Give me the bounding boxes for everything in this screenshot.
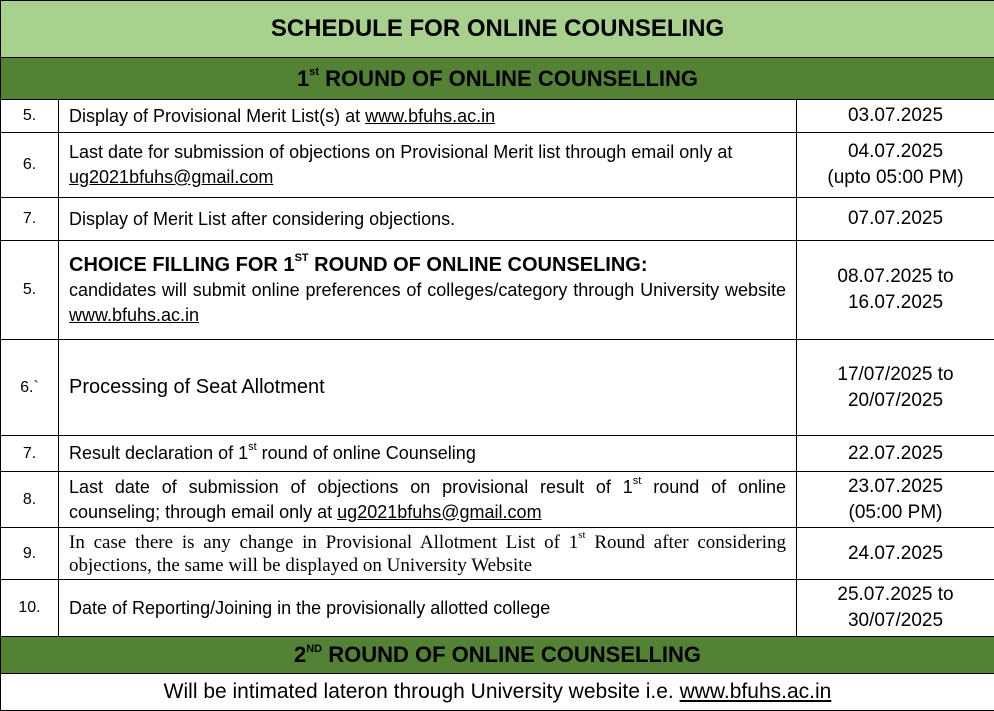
row-number: 5. bbox=[1, 100, 59, 133]
row-description: Last date for submission of objections on Provisional Merit list through email only at ug2021bfuhs@gmail.com bbox=[59, 133, 797, 198]
website-link[interactable]: www.bfuhs.ac.in bbox=[69, 304, 200, 325]
footer-note: Will be intimated lateron through University website i.e. www.bfuhs.ac.in bbox=[1, 674, 994, 711]
row-number: 6.` bbox=[1, 340, 59, 436]
row-date: 03.07.2025 bbox=[797, 100, 994, 133]
row-date: 24.07.2025 bbox=[797, 528, 994, 580]
round2-header-row bbox=[1, 637, 994, 674]
row-date: 07.07.2025 bbox=[797, 198, 994, 241]
row-number: 8. bbox=[1, 472, 59, 528]
footer-row bbox=[1, 674, 994, 711]
row-description: Processing of Seat Allotment bbox=[59, 340, 797, 436]
website-link[interactable]: www.bfuhs.ac.in bbox=[679, 680, 832, 703]
title-row bbox=[1, 1, 994, 58]
row-description: Result declaration of 1st round of online Counseling bbox=[59, 436, 797, 472]
table-row bbox=[1, 241, 994, 340]
row-date: 04.07.2025 (upto 05:00 PM) bbox=[797, 133, 994, 198]
row-date: 08.07.2025 to 16.07.2025 bbox=[797, 241, 994, 340]
email-link[interactable]: ug2021bfuhs@gmail.com bbox=[337, 501, 542, 522]
row-description: Display of Provisional Merit List(s) at www.bfuhs.ac.in bbox=[59, 100, 797, 133]
round2-heading: 2ND ROUND OF ONLINE COUNSELLING bbox=[1, 637, 994, 674]
row-number: 7. bbox=[1, 436, 59, 472]
row-number: 9. bbox=[1, 528, 59, 580]
row-date: 25.07.2025 to 30/07/2025 bbox=[797, 580, 994, 637]
round1-header-row bbox=[1, 58, 994, 100]
row-description: Date of Reporting/Joining in the provisionally allotted college bbox=[59, 580, 797, 637]
row-description: Display of Merit List after considering objections. bbox=[59, 198, 797, 241]
row-description: In case there is any change in Provisional Allotment List of 1st Round after considering objections, the same will be displayed on University Website bbox=[59, 528, 797, 580]
table-row bbox=[1, 528, 994, 580]
row-description: Last date of submission of objections on provisional result of 1st round of online counseling; through email only at ug2021bfuhs@gmail.com bbox=[59, 472, 797, 528]
row-number: 7. bbox=[1, 198, 59, 241]
page-title: SCHEDULE FOR ONLINE COUNSELING bbox=[1, 1, 994, 58]
choice-filling-heading: CHOICE FILLING FOR 1ST ROUND OF ONLINE COUNSELING: bbox=[69, 251, 648, 276]
table-row bbox=[1, 340, 994, 436]
row-date: 17/07/2025 to 20/07/2025 bbox=[797, 340, 994, 436]
row-description: CHOICE FILLING FOR 1ST ROUND OF ONLINE COUNSELING: candidates will submit online preferences of colleges/category through University website www.bfuhs.ac.in bbox=[59, 241, 797, 340]
row-date: 23.07.2025 (05:00 PM) bbox=[797, 472, 994, 528]
row-number: 6. bbox=[1, 133, 59, 198]
table-row bbox=[1, 580, 994, 637]
email-link[interactable]: ug2021bfuhs@gmail.com bbox=[69, 167, 274, 187]
row-number: 10. bbox=[1, 580, 59, 637]
row-date: 22.07.2025 bbox=[797, 436, 994, 472]
website-link[interactable]: www.bfuhs.ac.in bbox=[365, 105, 496, 126]
table-row bbox=[1, 472, 994, 528]
table-row bbox=[1, 133, 994, 198]
round1-heading: 1st ROUND OF ONLINE COUNSELLING bbox=[1, 58, 994, 100]
table-row bbox=[1, 100, 994, 133]
table-row bbox=[1, 198, 994, 241]
table-row bbox=[1, 436, 994, 472]
row-number: 5. bbox=[1, 241, 59, 340]
